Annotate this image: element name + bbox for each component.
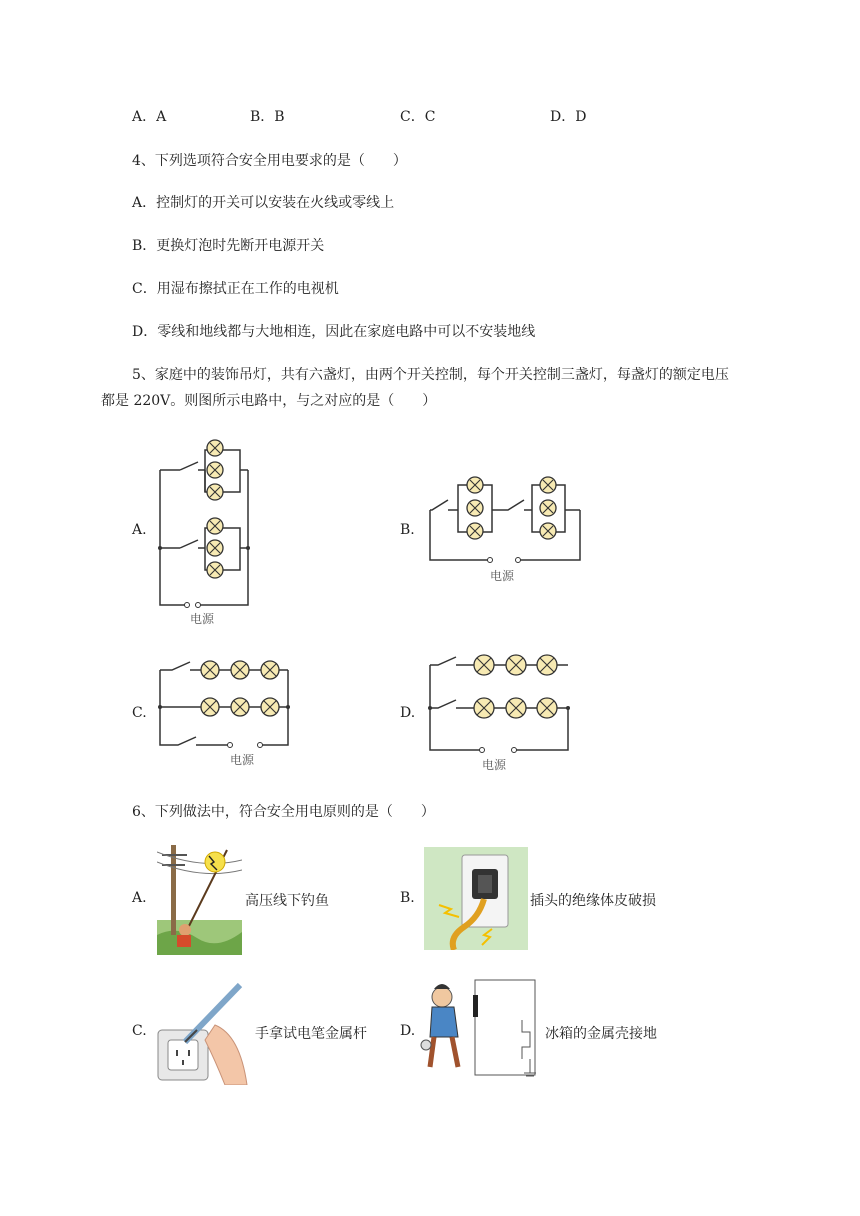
circuit-diagram-d — [420, 648, 580, 776]
q3-option-b: B．B — [250, 109, 285, 125]
q6-option-b-label: B. — [400, 890, 415, 906]
power-source-label: 电源 — [490, 569, 515, 583]
q3-option-d: D．D — [550, 109, 587, 125]
q6-option-a-label: A. — [132, 890, 147, 906]
q6-option-c-caption: 手拿试电笔金属杆 — [255, 1026, 367, 1042]
q4-stem: 4、下列选项符合安全用电要求的是（ ） — [132, 153, 407, 169]
power-source-label: 电源 — [190, 612, 215, 626]
q4-option-a: A．控制灯的开关可以安装在火线或零线上 — [132, 195, 395, 211]
circuit-diagram-b — [420, 460, 595, 585]
tester-pen-illustration — [155, 980, 250, 1085]
q5-option-c-label: C. — [132, 705, 147, 721]
q6-option-c-label: C. — [132, 1023, 147, 1039]
q4-option-c: C．用湿布擦拭正在工作的电视机 — [132, 281, 339, 297]
power-source-label: 电源 — [482, 758, 507, 772]
circuit-diagram-a — [150, 430, 260, 630]
q6-stem: 6、下列做法中，符合安全用电原则的是（ ） — [132, 804, 435, 820]
damaged-plug-illustration — [424, 847, 528, 950]
q5-stem-line2: 都是 220V。则图所示电路中，与之对应的是（ ） — [101, 393, 437, 409]
q5-option-d-label: D. — [400, 705, 416, 721]
q5-option-a-label: A. — [132, 522, 147, 538]
q6-option-a-caption: 高压线下钓鱼 — [245, 893, 329, 909]
q6-option-d-label: D. — [400, 1023, 416, 1039]
q3-option-a: A．A — [132, 109, 167, 125]
fishing-under-powerline-illustration — [157, 840, 242, 955]
q3-option-c: C．C — [400, 109, 436, 125]
q4-option-b: B．更换灯泡时先断开电源开关 — [132, 238, 325, 254]
q6-option-d-caption: 冰箱的金属壳接地 — [545, 1026, 657, 1042]
q6-option-b-caption: 插头的绝缘体皮破损 — [530, 893, 656, 909]
q4-option-d: D．零线和地线都与大地相连，因此在家庭电路中可以不安装地线 — [132, 324, 536, 340]
q5-stem-line1: 5、家庭中的装饰吊灯，共有六盏灯，由两个开关控制，每个开关控制三盏灯，每盏灯的额定电压 — [132, 367, 729, 383]
power-source-label: 电源 — [230, 753, 255, 767]
circuit-diagram-c — [150, 650, 295, 770]
grounded-fridge-illustration — [420, 975, 545, 1080]
q5-option-b-label: B. — [400, 522, 415, 538]
